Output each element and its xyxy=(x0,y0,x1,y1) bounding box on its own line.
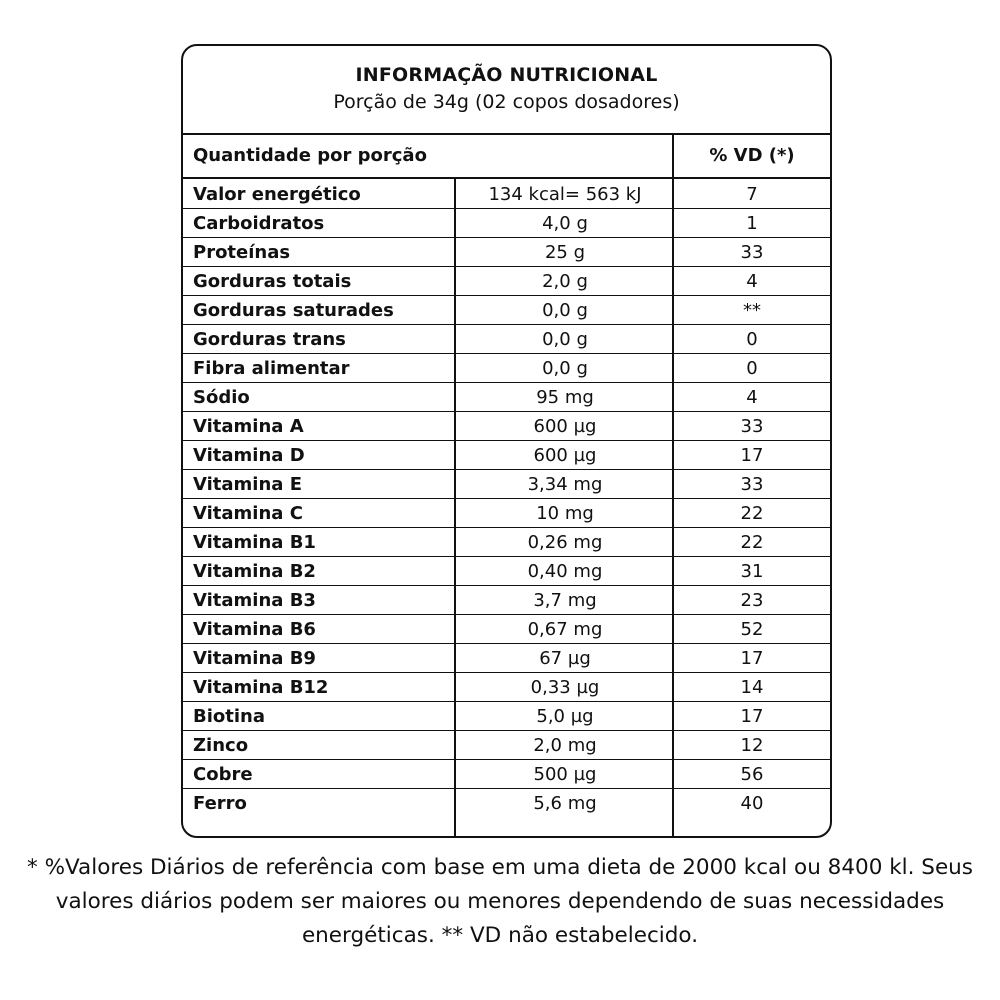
nutrient-vd: 23 xyxy=(740,590,764,611)
table-row xyxy=(183,470,830,499)
table-row xyxy=(183,731,830,760)
nutrient-name: Valor energético xyxy=(193,184,361,205)
nutrient-amount: 4,0 g xyxy=(542,213,588,234)
nutrient-amount: 3,34 mg xyxy=(527,474,603,495)
nutrient-amount: 0,0 g xyxy=(542,358,588,379)
nutrient-name: Biotina xyxy=(193,706,265,727)
table-row xyxy=(183,296,830,325)
nutrient-name: Vitamina D xyxy=(193,445,305,466)
nutrient-name: Gorduras saturades xyxy=(193,300,394,321)
nutrition-title: INFORMAÇÃO NUTRICIONAL xyxy=(355,64,658,86)
nutrient-name: Vitamina C xyxy=(193,503,303,524)
nutrient-vd: 0 xyxy=(746,358,758,379)
nutrient-amount: 67 µg xyxy=(539,648,591,669)
nutrient-vd: 14 xyxy=(740,677,764,698)
nutrient-vd: ** xyxy=(743,300,761,321)
table-row xyxy=(183,354,830,383)
nutrient-amount: 500 µg xyxy=(533,764,597,785)
nutrient-amount: 0,0 g xyxy=(542,300,588,321)
nutrient-amount: 600 µg xyxy=(533,445,597,466)
nutrient-vd: 33 xyxy=(740,242,764,263)
nutrient-amount: 600 µg xyxy=(533,416,597,437)
nutrient-vd: 7 xyxy=(746,184,758,205)
nutrition-facts-panel xyxy=(181,44,832,838)
column-header-quantity: Quantidade por porção xyxy=(193,145,427,166)
table-row xyxy=(183,528,830,557)
table-row xyxy=(183,586,830,615)
nutrient-vd: 17 xyxy=(740,648,764,669)
nutrient-name: Vitamina B6 xyxy=(193,619,316,640)
nutrient-amount: 0,0 g xyxy=(542,329,588,350)
table-row xyxy=(183,412,830,441)
nutrient-amount: 5,0 µg xyxy=(536,706,594,727)
table-row xyxy=(183,238,830,267)
nutrient-amount: 95 mg xyxy=(536,387,594,408)
nutrient-name: Vitamina B3 xyxy=(193,590,316,611)
table-row xyxy=(183,615,830,644)
nutrient-table xyxy=(183,180,830,818)
nutrient-amount: 5,6 mg xyxy=(533,793,597,814)
footnote-line-3: energéticas. ** VD não estabelecido. xyxy=(301,923,699,948)
nutrient-amount: 10 mg xyxy=(536,503,594,524)
nutrient-name: Sódio xyxy=(193,387,250,408)
nutrient-vd: 17 xyxy=(740,706,764,727)
nutrient-name: Zinco xyxy=(193,735,249,756)
nutrient-name: Proteínas xyxy=(193,242,291,263)
nutrient-amount: 25 g xyxy=(544,242,586,263)
nutrient-vd: 22 xyxy=(740,532,764,553)
footnote-line-1: * %Valores Diários de referência com base em uma dieta de 2000 kcal ou 8400 kl. Seus xyxy=(27,855,973,880)
nutrient-name: Gorduras trans xyxy=(193,329,346,350)
nutrient-name: Vitamina B9 xyxy=(193,648,316,669)
nutrient-amount: 0,67 mg xyxy=(527,619,603,640)
table-row xyxy=(183,267,830,296)
table-row xyxy=(183,557,830,586)
nutrient-name: Fibra alimentar xyxy=(193,358,350,379)
nutrient-vd: 52 xyxy=(740,619,764,640)
table-row xyxy=(183,673,830,702)
footnote-line-2: valores diários podem ser maiores ou menores dependendo de suas necessidades xyxy=(55,889,945,914)
nutrient-amount: 2,0 mg xyxy=(533,735,597,756)
nutrient-vd: 12 xyxy=(740,735,764,756)
nutrient-vd: 31 xyxy=(740,561,764,582)
nutrient-vd: 22 xyxy=(740,503,764,524)
header-divider xyxy=(183,133,830,135)
nutrient-amount: 0,40 mg xyxy=(527,561,603,582)
nutrient-vd: 33 xyxy=(740,416,764,437)
table-row xyxy=(183,702,830,731)
nutrient-name: Vitamina E xyxy=(193,474,302,495)
nutrient-name: Cobre xyxy=(193,764,253,785)
nutrient-vd: 0 xyxy=(746,329,758,350)
table-row xyxy=(183,383,830,412)
table-row xyxy=(183,644,830,673)
nutrient-amount: 0,26 mg xyxy=(527,532,603,553)
nutrient-name: Ferro xyxy=(193,793,247,814)
nutrient-name: Vitamina B12 xyxy=(193,677,329,698)
nutrient-vd: 33 xyxy=(740,474,764,495)
table-row xyxy=(183,180,830,209)
column-header-vd: % VD (*) xyxy=(709,145,795,166)
table-row xyxy=(183,441,830,470)
nutrition-header xyxy=(183,46,830,133)
nutrient-vd: 1 xyxy=(746,213,758,234)
nutrient-vd: 40 xyxy=(740,793,764,814)
nutrient-amount: 3,7 mg xyxy=(533,590,597,611)
nutrient-amount: 0,33 µg xyxy=(530,677,600,698)
footnote xyxy=(20,851,980,953)
nutrient-name: Carboidratos xyxy=(193,213,325,234)
nutrient-vd: 4 xyxy=(746,271,758,292)
table-row xyxy=(183,789,830,818)
nutrient-name: Gorduras totais xyxy=(193,271,352,292)
nutrient-name: Vitamina B1 xyxy=(193,532,316,553)
nutrient-name: Vitamina A xyxy=(193,416,304,437)
nutrient-vd: 4 xyxy=(746,387,758,408)
nutrient-name: Vitamina B2 xyxy=(193,561,316,582)
table-row xyxy=(183,325,830,354)
serving-size: Porção de 34g (02 copos dosadores) xyxy=(333,91,680,113)
nutrient-amount: 134 kcal= 563 kJ xyxy=(488,184,642,205)
nutrient-vd: 56 xyxy=(740,764,764,785)
table-row xyxy=(183,209,830,238)
nutrient-amount: 2,0 g xyxy=(542,271,588,292)
nutrient-vd: 17 xyxy=(740,445,764,466)
table-head-divider xyxy=(183,177,830,179)
table-row xyxy=(183,499,830,528)
table-row xyxy=(183,760,830,789)
